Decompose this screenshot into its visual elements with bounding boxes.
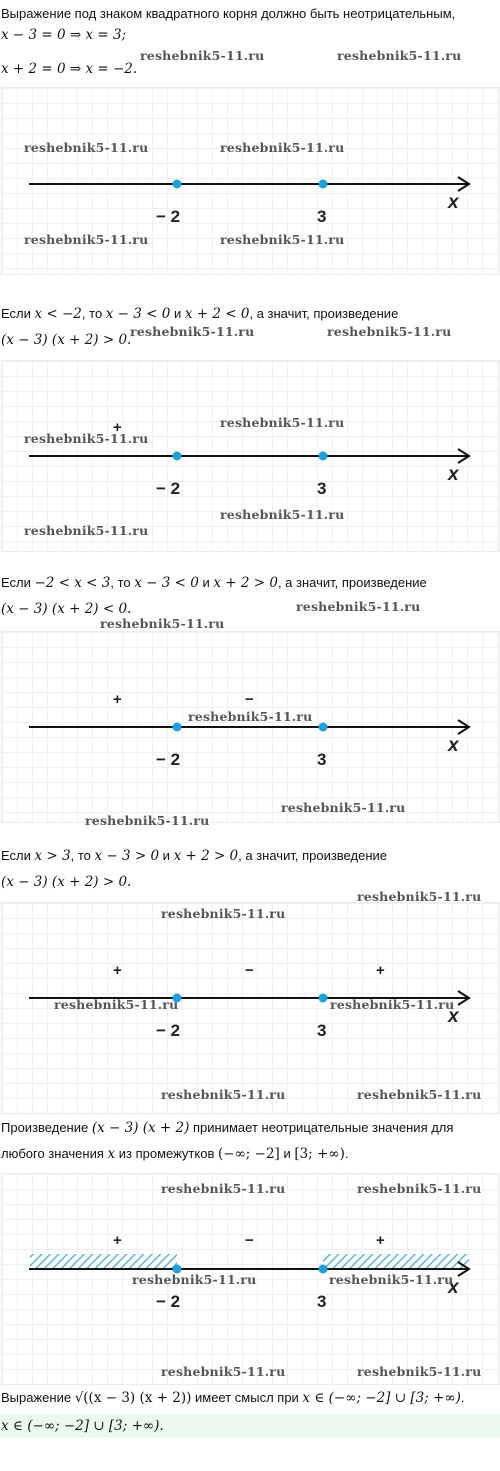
- watermark: reshebnik5-11.ru: [220, 415, 345, 430]
- label-minus-2: − 2: [156, 479, 181, 498]
- number-line-panel-5: [1, 1173, 500, 1385]
- watermark: reshebnik5-11.ru: [54, 997, 179, 1012]
- axis-variable: x: [448, 192, 459, 213]
- number-line-panel-2: [1, 360, 500, 552]
- watermark: reshebnik5-11.ru: [188, 709, 313, 724]
- sign-minus: −: [245, 1232, 254, 1249]
- watermark: reshebnik5-11.ru: [140, 48, 265, 63]
- point-3: [319, 994, 328, 1003]
- watermark: reshebnik5-11.ru: [24, 232, 149, 247]
- point-minus-2: [173, 180, 182, 189]
- axis-variable: x: [448, 1006, 459, 1027]
- watermark: reshebnik5-11.ru: [132, 1272, 257, 1287]
- label-minus-2: − 2: [156, 207, 181, 226]
- number-line-panel-3: [1, 631, 500, 828]
- case1-line1: Если x < −2, то x − 3 < 0 и x + 2 < 0, а значит, произведение: [1, 306, 399, 322]
- watermark: reshebnik5-11.ru: [24, 523, 149, 538]
- intro-eq2: x + 2 = 0 ⇒ x = −2.: [1, 61, 138, 77]
- sign-plus: +: [376, 962, 385, 979]
- watermark: reshebnik5-11.ru: [327, 324, 452, 339]
- watermark: reshebnik5-11.ru: [220, 232, 345, 247]
- label-minus-2: − 2: [156, 1292, 181, 1311]
- watermark: reshebnik5-11.ru: [281, 800, 406, 815]
- watermark: reshebnik5-11.ru: [161, 1087, 286, 1102]
- sign-plus: +: [376, 1232, 385, 1249]
- watermark: reshebnik5-11.ru: [85, 813, 210, 828]
- summary-line1: Произведение (x − 3) (x + 2) принимает неотрицательные значения для: [1, 1120, 454, 1136]
- axis-variable: x: [448, 1277, 459, 1298]
- point-3: [319, 452, 328, 461]
- number-line-panel-1: [1, 87, 500, 275]
- watermark: reshebnik5-11.ru: [337, 48, 462, 63]
- watermark: reshebnik5-11.ru: [24, 431, 149, 446]
- sign-plus: +: [113, 1232, 122, 1249]
- intro-text: Выражение под знаком квадратного корня должно быть неотрицательным,: [1, 6, 456, 21]
- watermark: reshebnik5-11.ru: [161, 906, 286, 921]
- point-minus-2: [173, 452, 182, 461]
- number-line-3: [2, 632, 499, 822]
- shaded-region-left: [30, 1254, 177, 1269]
- watermark: reshebnik5-11.ru: [296, 599, 421, 614]
- answer-box: [0, 1414, 500, 1438]
- case2-line1: Если −2 < x < 3, то x − 3 < 0 и x + 2 > 0, а значит, произведение: [1, 575, 427, 591]
- sign-plus: +: [113, 962, 122, 979]
- number-line-panel-4: [1, 889, 500, 1114]
- sign-minus: −: [245, 691, 254, 708]
- watermark: reshebnik5-11.ru: [161, 1181, 286, 1196]
- sign-plus: +: [113, 691, 122, 708]
- answer-text: x ∈ (−∞; −2] ∪ [3; +∞).: [1, 1418, 164, 1434]
- watermark: reshebnik5-11.ru: [357, 1087, 482, 1102]
- point-3: [319, 1265, 328, 1274]
- sign-plus: +: [113, 419, 122, 436]
- label-3: 3: [317, 1292, 327, 1311]
- watermark: reshebnik5-11.ru: [357, 889, 482, 904]
- watermark: reshebnik5-11.ru: [130, 324, 255, 339]
- point-minus-2: [173, 723, 182, 732]
- point-3: [319, 723, 328, 732]
- case1-line2: (x − 3) (x + 2) > 0.: [1, 332, 132, 348]
- sign-minus: −: [245, 962, 254, 979]
- point-3: [319, 180, 328, 189]
- watermark: reshebnik5-11.ru: [357, 1364, 482, 1379]
- label-3: 3: [317, 479, 327, 498]
- case2-line2: (x − 3) (x + 2) < 0.: [1, 601, 132, 617]
- conclusion-line: Выражение √((x − 3) (x + 2)) имеет смысл при x ∈ (−∞; −2] ∪ [3; +∞).: [1, 1390, 465, 1406]
- case3-line1: Если x > 3, то x − 3 > 0 и x + 2 > 0, а значит, произведение: [1, 848, 387, 864]
- label-3: 3: [317, 207, 327, 226]
- watermark: reshebnik5-11.ru: [330, 997, 455, 1012]
- watermark: reshebnik5-11.ru: [24, 140, 149, 155]
- axis-variable: x: [448, 735, 459, 756]
- summary-line2: любого значения x из промежутков (−∞; −2] и [3; +∞).: [1, 1146, 349, 1162]
- axis-variable: x: [448, 464, 459, 485]
- watermark: reshebnik5-11.ru: [161, 1364, 286, 1379]
- watermark: reshebnik5-11.ru: [357, 1181, 482, 1196]
- watermark: reshebnik5-11.ru: [220, 507, 345, 522]
- label-minus-2: − 2: [156, 1021, 181, 1040]
- label-minus-2: − 2: [156, 750, 181, 769]
- label-3: 3: [317, 1021, 327, 1040]
- watermark: reshebnik5-11.ru: [329, 1272, 454, 1287]
- shaded-region-right: [323, 1254, 469, 1269]
- watermark: reshebnik5-11.ru: [220, 140, 345, 155]
- intro-eq1: x − 3 = 0 ⇒ x = 3;: [1, 27, 127, 43]
- watermark: reshebnik5-11.ru: [100, 616, 225, 631]
- case3-line2: (x − 3) (x + 2) > 0.: [1, 874, 132, 890]
- label-3: 3: [317, 750, 327, 769]
